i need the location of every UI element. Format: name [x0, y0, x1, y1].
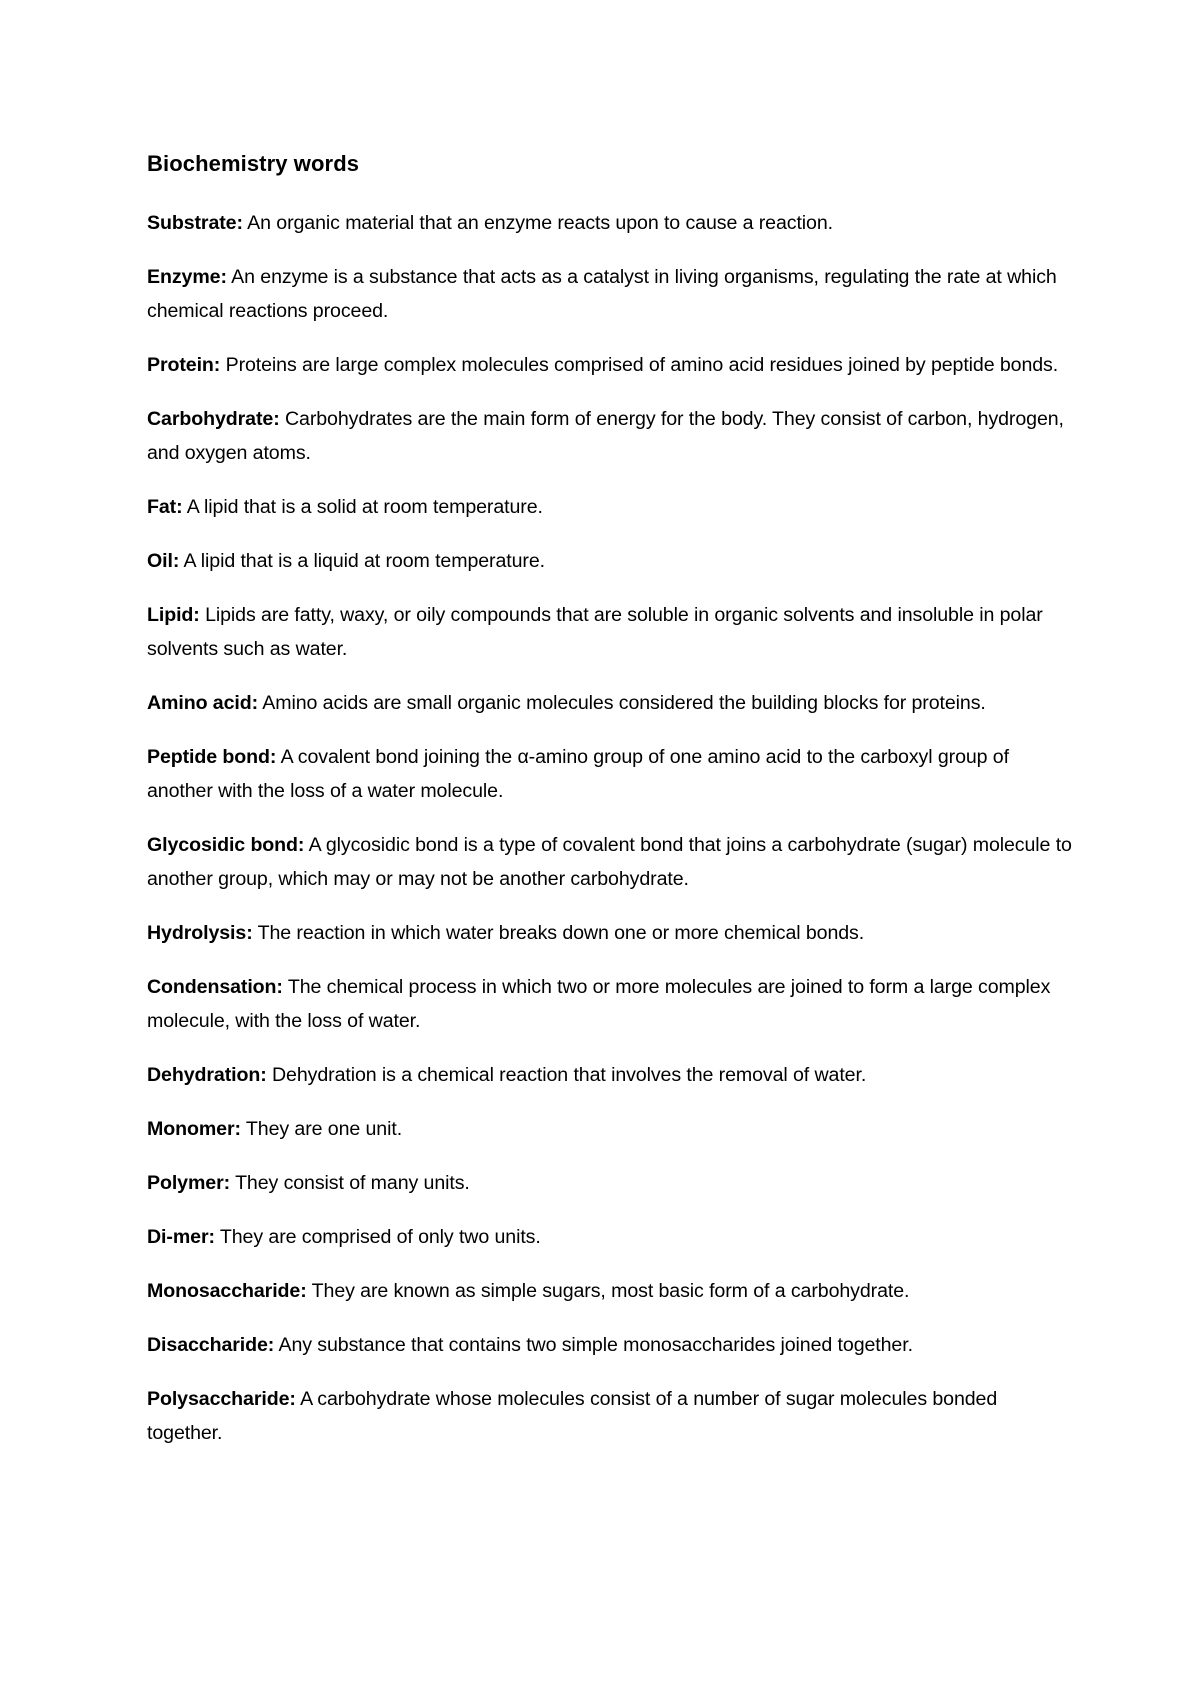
- entry-definition: Dehydration is a chemical reaction that involves the removal of water.: [272, 1064, 867, 1086]
- glossary-list: [147, 206, 1077, 1470]
- glossary-entry: [147, 1328, 1077, 1362]
- glossary-entry: [147, 544, 1077, 578]
- entry-term: Protein:: [147, 354, 221, 376]
- entry-term: Disaccharide:: [147, 1334, 275, 1356]
- entry-definition: Any substance that contains two simple monosaccharides joined together.: [278, 1334, 913, 1356]
- glossary-entry: [147, 828, 1077, 896]
- entry-definition: The chemical process in which two or more molecules are joined to form a large complex molecule, with the loss of water.: [147, 976, 1051, 1032]
- glossary-entry: [147, 1058, 1077, 1092]
- entry-term: Condensation:: [147, 976, 283, 998]
- entry-definition: Lipids are fatty, waxy, or oily compounds that are soluble in organic solvents and insoluble in polar solvents such as water.: [147, 604, 1043, 660]
- glossary-entry: [147, 260, 1077, 328]
- entry-definition: They consist of many units.: [235, 1172, 470, 1194]
- glossary-entry: [147, 970, 1077, 1038]
- entry-term: Dehydration:: [147, 1064, 267, 1086]
- entry-term: Carbohydrate:: [147, 408, 280, 430]
- entry-definition: Amino acids are small organic molecules considered the building blocks for proteins.: [262, 692, 986, 714]
- glossary-entry: [147, 348, 1077, 382]
- entry-definition: They are known as simple sugars, most basic form of a carbohydrate.: [311, 1280, 910, 1302]
- entry-term: Di-mer:: [147, 1226, 215, 1248]
- glossary-entry: [147, 1274, 1077, 1308]
- entry-definition: A covalent bond joining the α-amino group of one amino acid to the carboxyl group of another with the loss of a water molecule.: [147, 746, 1009, 802]
- entry-term: Glycosidic bond:: [147, 834, 305, 856]
- glossary-entry: [147, 740, 1077, 808]
- glossary-entry: [147, 598, 1077, 666]
- glossary-entry: [147, 686, 1077, 720]
- glossary-entry: [147, 916, 1077, 950]
- entry-term: Oil:: [147, 550, 180, 572]
- entry-definition: A lipid that is a solid at room temperature.: [186, 496, 543, 518]
- entry-definition: Proteins are large complex molecules comprised of amino acid residues joined by peptide bonds.: [225, 354, 1059, 376]
- entry-definition: A carbohydrate whose molecules consist of a number of sugar molecules bonded together.: [147, 1388, 998, 1444]
- entry-term: Peptide bond:: [147, 746, 277, 768]
- glossary-entry: [147, 1166, 1077, 1200]
- document-title: Biochemistry words: [147, 151, 360, 176]
- entry-term: Enzyme:: [147, 266, 227, 288]
- entry-term: Monomer:: [147, 1118, 241, 1140]
- entry-definition: They are comprised of only two units.: [219, 1226, 541, 1248]
- entry-term: Substrate:: [147, 212, 243, 234]
- glossary-entry: [147, 1220, 1077, 1254]
- entry-definition: A glycosidic bond is a type of covalent bond that joins a carbohydrate (sugar) molecule to another group, which may or may not be another carbohydrate.: [147, 834, 1072, 890]
- entry-term: Lipid:: [147, 604, 200, 626]
- glossary-entry: [147, 206, 1077, 240]
- entry-term: Polysaccharide:: [147, 1388, 296, 1410]
- entry-definition: Carbohydrates are the main form of energy for the body. They consist of carbon, hydrogen, and oxygen atoms.: [147, 408, 1064, 464]
- entry-definition: An enzyme is a substance that acts as a catalyst in living organisms, regulating the rate at which chemical reactions proceed.: [147, 266, 1057, 322]
- entry-definition: A lipid that is a liquid at room temperature.: [183, 550, 545, 572]
- entry-term: Polymer:: [147, 1172, 231, 1194]
- glossary-entry: [147, 490, 1077, 524]
- entry-definition: The reaction in which water breaks down one or more chemical bonds.: [257, 922, 865, 944]
- entry-term: Fat:: [147, 496, 183, 518]
- glossary-entry: [147, 1112, 1077, 1146]
- glossary-entry: [147, 402, 1077, 470]
- glossary-entry: [147, 1382, 1077, 1450]
- entry-definition: An organic material that an enzyme reacts upon to cause a reaction.: [247, 212, 833, 234]
- entry-term: Monosaccharide:: [147, 1280, 307, 1302]
- entry-definition: They are one unit.: [245, 1118, 403, 1140]
- entry-term: Hydrolysis:: [147, 922, 253, 944]
- entry-term: Amino acid:: [147, 692, 259, 714]
